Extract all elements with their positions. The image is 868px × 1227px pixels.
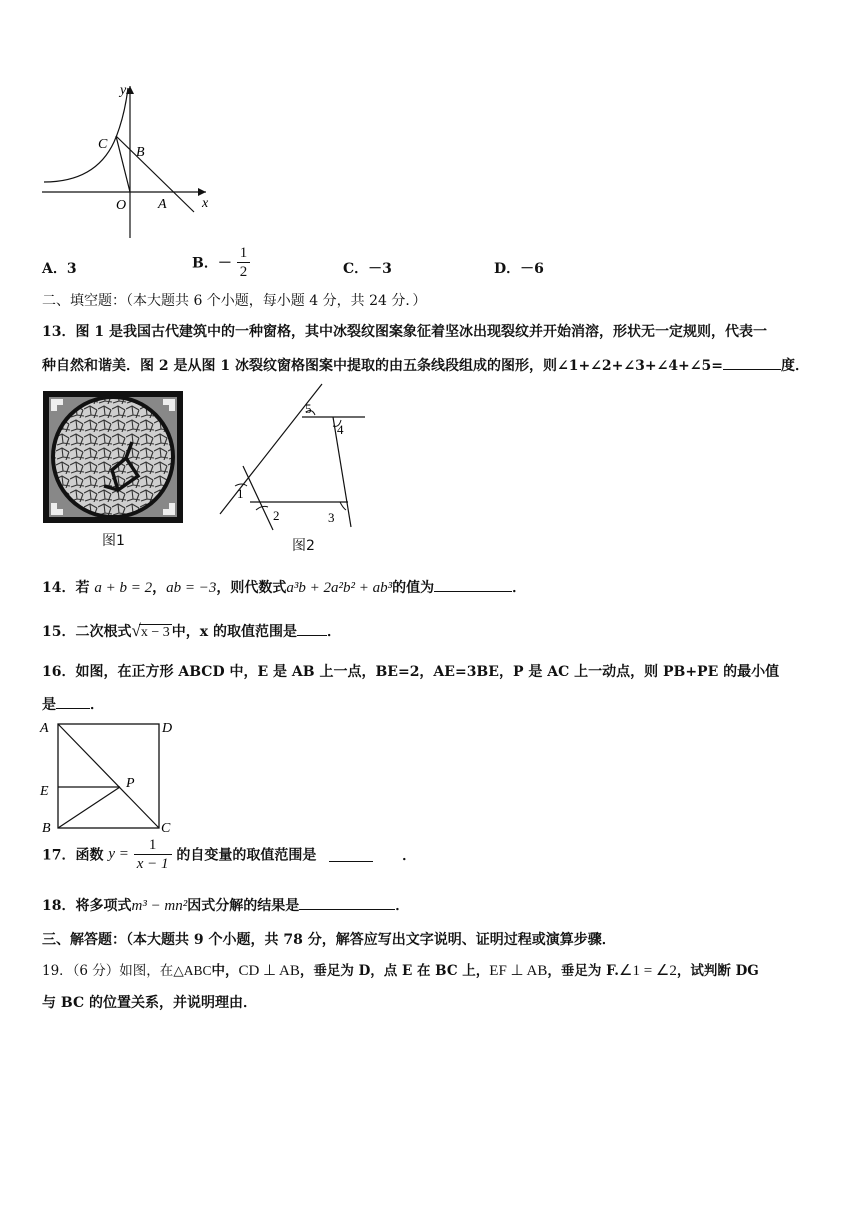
- figure2-pentagon: [215, 382, 375, 532]
- q17-function-lhs: y =: [108, 846, 129, 862]
- q13-unit: 度．: [781, 358, 809, 374]
- angle-label-4: 4: [337, 422, 344, 437]
- graph-label-y: y: [120, 83, 127, 98]
- q18-answer-blank[interactable]: [299, 895, 395, 910]
- q17-suffix: 的自变量的取值范围是: [176, 847, 317, 864]
- q14-prefix: 14．若: [42, 580, 90, 596]
- q19-line2: 与 BC 的位置关系，并说明理由．: [42, 995, 257, 1011]
- option-b-label: B．－: [192, 255, 232, 272]
- q16-label-a: A: [40, 721, 49, 736]
- option-d: D．－6: [494, 261, 544, 277]
- section2-heading: 二、填空题：（本大题共 6 个小题，每小题 4 分，共 24 分．）: [42, 293, 427, 309]
- q16-label-b: B: [42, 821, 51, 836]
- q17-fraction: [134, 836, 172, 873]
- q13-line1: 13．图 1 是我国古代建筑中的一种窗格，其中冰裂纹图案象征着坚冰出现裂纹并开始消溶，形状无一定规则，代表一: [42, 324, 767, 340]
- q13-answer-blank[interactable]: [723, 355, 781, 370]
- q14-end: ．: [512, 580, 527, 596]
- q19-intro: 19．（6 分）如图，在: [42, 963, 174, 979]
- angle-label-3: 3: [328, 510, 335, 525]
- graph-label-o: O: [116, 198, 127, 213]
- q17-numerator: 1: [134, 836, 172, 855]
- q16-label-e: E: [40, 784, 49, 799]
- angle-label-1: 1: [237, 486, 244, 501]
- q15-prefix: 15．二次根式: [42, 624, 132, 640]
- q16-label-p: P: [126, 776, 135, 791]
- q14-cond1: a + b = 2: [94, 580, 153, 596]
- q19-angle-equality: ∠1 = ∠2: [619, 963, 677, 979]
- q16-square-figure: [36, 715, 181, 837]
- q19-line1: [42, 959, 759, 980]
- q17-prefix: 17．函数: [42, 847, 104, 864]
- section3-heading: 三、解答题：（本大题共 9 个小题，共 78 分，解答应写出文字说明、证明过程或演算步骤．: [42, 932, 616, 948]
- angle-label-5: 5: [305, 401, 312, 416]
- angle-label-2: 2: [273, 508, 280, 523]
- q19-text-e: ，试判断 DG: [676, 963, 759, 979]
- q19-ef-perp-ab: EF ⊥ AB: [489, 963, 548, 979]
- q16-end: ．: [90, 697, 104, 713]
- option-b: [192, 244, 250, 281]
- q19-text-d: ，垂足为 F.: [547, 963, 620, 979]
- q15-end: ．: [326, 624, 341, 640]
- q16-answer-blank[interactable]: [56, 694, 90, 709]
- q17: [42, 836, 416, 873]
- q18-suffix: 因式分解的结果是: [187, 898, 300, 914]
- q17-denominator: x − 1: [136, 856, 169, 872]
- option-b-numerator: 1: [237, 244, 251, 263]
- q13-line2: [42, 355, 809, 375]
- graph-label-a: A: [158, 197, 167, 212]
- q18-expression: m³ − mn²: [131, 898, 188, 914]
- q16-prefix: 是: [42, 697, 56, 713]
- q17-answer-blank[interactable]: [329, 847, 373, 862]
- q15-suffix: 中，x 的取值范围是: [171, 624, 297, 640]
- q18-end: ．: [395, 898, 410, 914]
- q14-mid: ，则代数式: [216, 580, 287, 596]
- q19-text-b: 中，: [211, 963, 239, 979]
- graph-label-x: x: [202, 196, 209, 211]
- q19-cd-perp-ab: CD ⊥ AB: [238, 963, 300, 979]
- figure1-window: [42, 390, 184, 524]
- option-b-denominator: 2: [239, 264, 248, 280]
- q14-sep: ，: [152, 580, 167, 596]
- q15-radicand: x − 3: [140, 625, 170, 640]
- figure2-caption: 图2: [292, 538, 315, 554]
- q12-graph: [36, 78, 216, 243]
- q16-line2: [42, 694, 104, 714]
- q19-triangle: △ABC: [173, 963, 212, 978]
- figure1-caption: 图1: [102, 533, 125, 549]
- q18: [42, 895, 409, 915]
- q14-suffix: 的值为: [392, 580, 435, 596]
- q18-prefix: 18．将多项式: [42, 898, 132, 914]
- option-b-fraction: [237, 244, 251, 281]
- graph-label-b: B: [136, 145, 145, 160]
- graph-label-c: C: [98, 137, 108, 152]
- q15-radical-sign: √: [131, 621, 141, 640]
- q14-answer-blank[interactable]: [434, 577, 512, 592]
- option-c: C．－3: [343, 261, 392, 277]
- q17-end: ．: [402, 847, 417, 864]
- q14-expression: a³b + 2a²b² + ab³: [286, 580, 393, 596]
- q14: [42, 577, 526, 597]
- q16-line1: 16．如图，在正方形 ABCD 中，E 是 AB 上一点，BE=2，AE=3BE，P 是 AC 上一动点，则 PB+PE 的最小值: [42, 664, 780, 680]
- q19-text-c: ，垂足为 D，点 E 在 BC 上，: [299, 963, 490, 979]
- q16-label-d: D: [162, 721, 173, 736]
- q15-answer-blank[interactable]: [297, 621, 327, 636]
- q14-cond2: ab = −3: [166, 580, 217, 596]
- q13-text: 种自然和谐美．图 2 是从图 1 冰裂纹窗格图案中提取的由五条线段组成的图形，则∠1+∠2+∠3+∠4+∠5=: [42, 358, 723, 374]
- q16-label-c: C: [161, 821, 171, 836]
- option-a: A．3: [42, 261, 77, 277]
- q15: [42, 621, 341, 641]
